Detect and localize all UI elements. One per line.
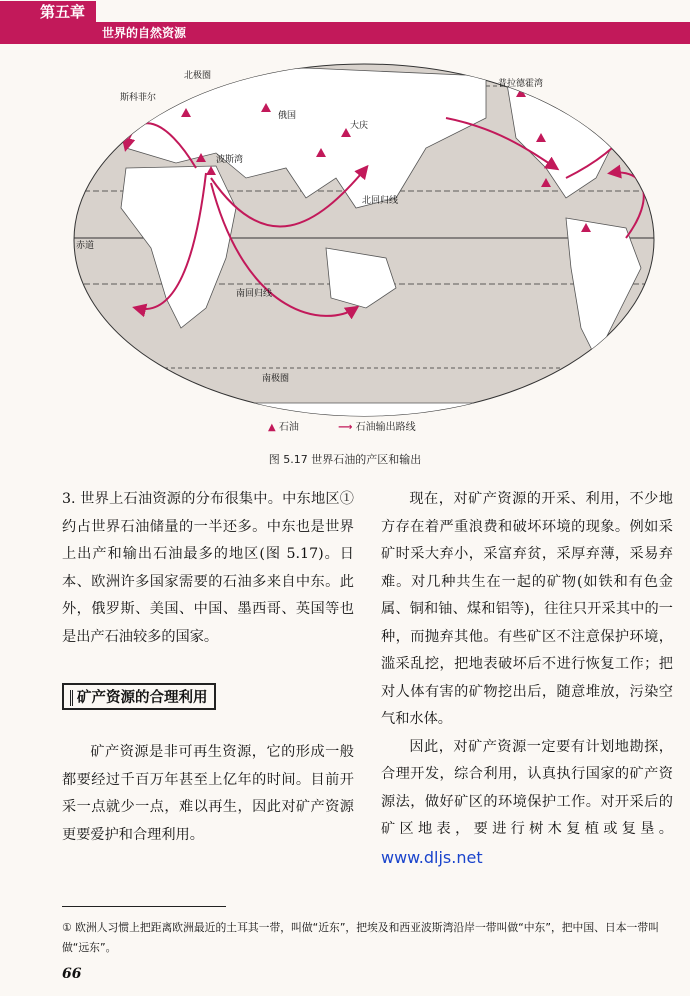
legend-oil-label: 石油 — [278, 422, 299, 433]
legend-route-label: 石油输出路线 — [355, 422, 416, 433]
paragraph: 现在，对矿产资源的开采、利用，不少地方存在着严重浪费和破坏环境的现象。例如采矿时采大弃小，采富弃贫，采厚弃薄，采易弃难。对几种共生在一起的矿物(如铁和有色金属、铜和铀、煤和铝等)，往往只开采其中的一种，而抛弃其他。有些矿区不注意保护环境，滥采乱挖，把地表破坏后不进行恢复工作；把对人体有害的矿物挖出后，随意堆放，污染空气和水体。 — [381, 491, 673, 727]
world-oil-map — [66, 58, 662, 438]
map-legend — [268, 418, 416, 433]
label-north-sea: 斯科菲尔 — [120, 93, 157, 103]
paragraph-text: 因此，对矿产资源一定要有计划地勘探，合理开发，综合利用，认真执行国家的矿产资源法，做好矿区的环境保护工作。对开采后的矿区地表，要进行树木复植或复垦。 — [381, 738, 673, 837]
map-svg — [66, 58, 662, 438]
oil-triangle-icon: ▲ — [268, 422, 276, 433]
label-prudhoe-bay: 普拉德霍湾 — [498, 79, 544, 89]
section-title-text: 矿产资源的合理利用 — [70, 690, 208, 706]
label-antarctic-circle: 南极圈 — [262, 374, 290, 384]
paragraph: 矿产资源是非可再生资源，它的形成一般都要经过千百万年甚至上亿年的时间。目前开采一点就少一点，难以再生，因此对矿产资源更要爱护和合理利用。 — [62, 744, 354, 843]
footnote-rule — [62, 906, 226, 907]
paragraph: 3. 世界上石油资源的分布很集中。中东地区①约占世界石油储量的一半还多。中东也是世界上出产和输出石油最多的地区(图 5.17)。日本、欧洲许多国家需要的石油多来自中东。此外，俄罗斯、美国、中国、墨西哥、英国等也是出产石油较多的国家。 — [62, 491, 354, 645]
label-persian-gulf: 波斯湾 — [216, 155, 244, 165]
section-title — [62, 683, 216, 710]
legend-oil — [268, 418, 299, 433]
route-arrow-icon: ⟶ — [338, 422, 353, 433]
label-arctic-circle: 北极圈 — [184, 71, 212, 81]
label-tropic-capricorn: 南回归线 — [236, 289, 273, 299]
paragraph — [381, 734, 673, 874]
page-number: 66 — [62, 966, 82, 982]
right-column — [381, 486, 673, 873]
footnote: ① 欧洲人习惯上把距离欧洲最近的土耳其一带，叫做“近东”，把埃及和西亚波斯湾沿岸一带叫做“中东”，把中国、日本一带叫做“远东”。 — [62, 921, 659, 954]
figure-caption: 图 5.17 世界石油的产区和输出 — [268, 453, 422, 466]
chapter-label: 第五章 — [0, 1, 96, 23]
label-russia: 俄国 — [278, 111, 297, 121]
label-equator: 赤道 — [76, 241, 95, 251]
label-daqing: 大庆 — [350, 121, 369, 131]
left-column-lower — [62, 739, 354, 849]
chapter-title: 世界的自然资源 — [102, 26, 187, 40]
left-column — [62, 486, 354, 651]
label-tropic-cancer: 北回归线 — [362, 196, 399, 206]
legend-route — [338, 422, 416, 433]
watermark: www.dljs.net — [381, 847, 483, 867]
